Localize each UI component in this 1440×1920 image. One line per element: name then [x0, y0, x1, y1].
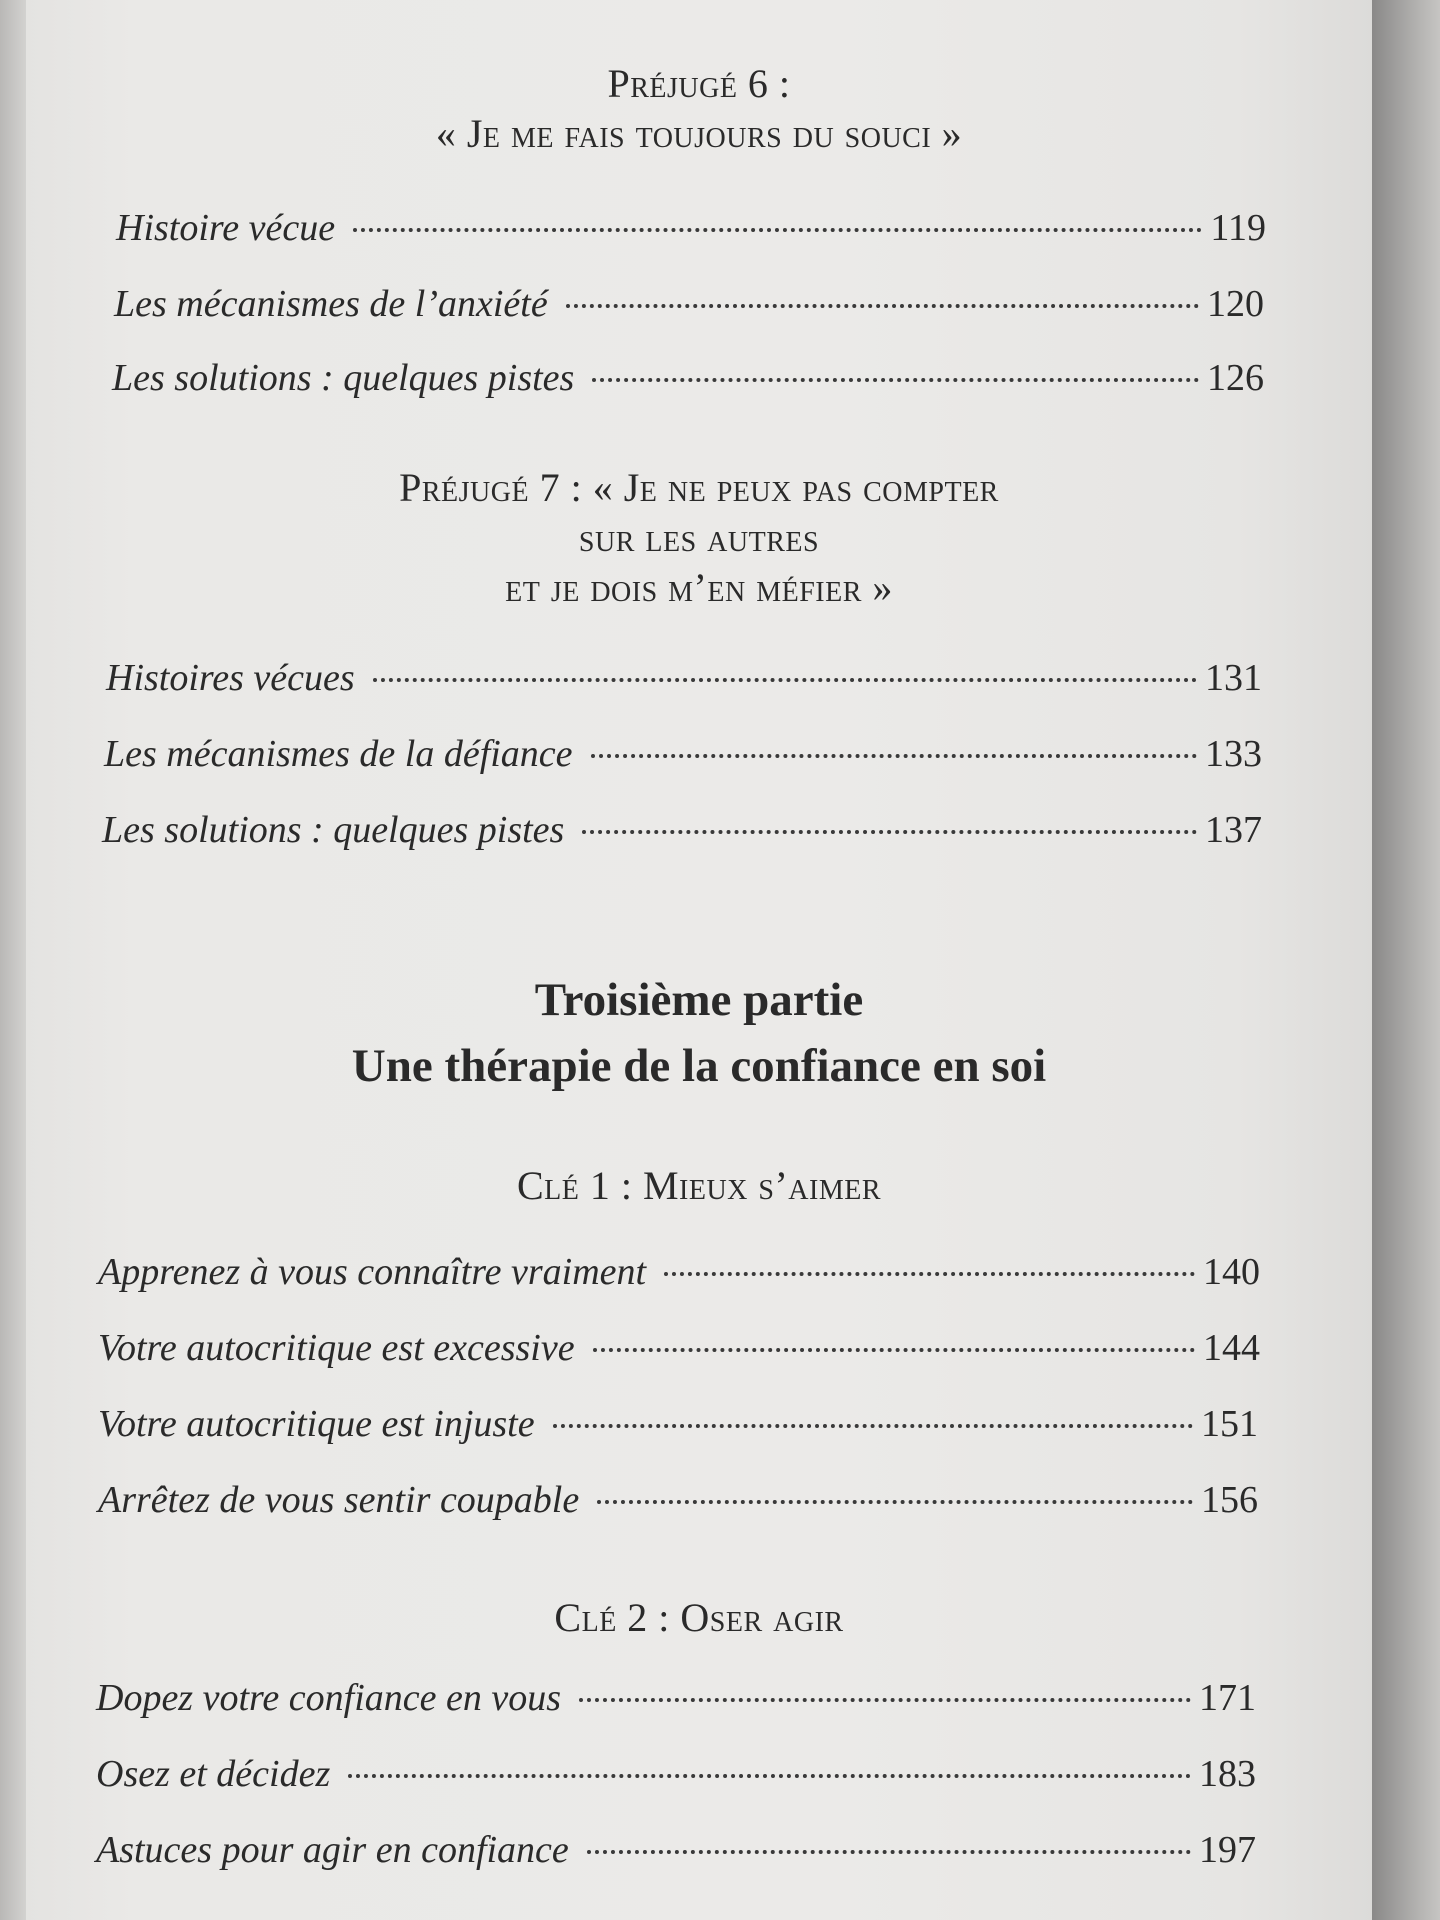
toc-entry-title: Les solutions : quelques pistes	[102, 809, 565, 851]
cle1-heading: Clé 1 : Mieux s’aimer	[516, 1163, 882, 1208]
dot-leader	[582, 830, 1197, 834]
dot-leader	[587, 1850, 1191, 1854]
toc-entry-title: Les mécanismes de l’anxiété	[114, 283, 548, 325]
toc-entry[interactable]	[114, 282, 1264, 332]
toc-entry[interactable]	[112, 356, 1264, 406]
page-left-edge	[0, 0, 26, 1920]
prejuge7-heading-line3: et je dois m’en méfier »	[505, 565, 893, 610]
toc-entry-page: 133	[1205, 733, 1262, 775]
dot-leader	[664, 1272, 1195, 1276]
toc-entry-page: 140	[1203, 1251, 1260, 1293]
toc-entry-page: 183	[1199, 1753, 1256, 1795]
toc-entry-title: Histoire vécue	[116, 207, 336, 249]
toc-entry[interactable]	[104, 732, 1262, 782]
toc-entry-title: Votre autocritique est excessive	[98, 1327, 575, 1369]
toc-entry-page: 137	[1205, 809, 1262, 851]
dot-leader	[579, 1698, 1191, 1702]
toc-entry-title: Dopez votre confiance en vous	[96, 1677, 561, 1719]
toc-entry-page: 126	[1207, 357, 1264, 399]
toc-entry[interactable]	[102, 808, 1262, 858]
toc-entry-title: Histoires vécues	[106, 657, 355, 699]
prejuge6-heading-line1: Préjugé 6 :	[607, 61, 791, 106]
prejuge7-heading-line1: Préjugé 7 : « Je ne peux pas compter	[399, 465, 999, 510]
book-spine	[1372, 0, 1440, 1920]
book-page	[26, 0, 1372, 1920]
toc-entry[interactable]	[98, 1478, 1258, 1528]
toc-entry-page: 131	[1205, 657, 1262, 699]
dot-leader	[566, 304, 1199, 308]
prejuge7-heading-line2: sur les autres	[578, 515, 820, 560]
toc-entry[interactable]	[96, 1752, 1256, 1802]
cle2-heading: Clé 2 : Oser agir	[554, 1595, 844, 1640]
dot-leader	[373, 678, 1197, 682]
toc-entry[interactable]	[96, 1676, 1256, 1726]
part-title-line1: Troisième partie	[534, 974, 864, 1026]
toc-entry-title: Arrêtez de vous sentir coupable	[98, 1479, 580, 1521]
toc-entry-title: Les mécanismes de la défiance	[104, 733, 573, 775]
dot-leader	[353, 228, 1202, 232]
toc-entry-title: Astuces pour agir en confiance	[96, 1829, 569, 1871]
toc-entry[interactable]	[98, 1250, 1260, 1300]
toc-entry-title: Votre autocritique est injuste	[98, 1403, 535, 1445]
prejuge6-heading-line2: « Je me fais toujours du souci »	[435, 111, 963, 156]
toc-entry-title: Apprenez à vous connaître vraiment	[98, 1251, 647, 1293]
part-title-line2: Une thérapie de la confiance en soi	[351, 1040, 1047, 1092]
toc-entry-title: Les solutions : quelques pistes	[112, 357, 575, 399]
toc-entry[interactable]	[98, 1402, 1258, 1452]
toc-entry-page: 119	[1210, 207, 1266, 249]
toc-entry[interactable]	[106, 656, 1262, 706]
toc-entry-page: 156	[1201, 1479, 1258, 1521]
dot-leader	[592, 378, 1199, 382]
dot-leader	[591, 754, 1197, 758]
toc-entry-page: 197	[1199, 1829, 1256, 1871]
toc-entry[interactable]	[98, 1326, 1260, 1376]
dot-leader	[597, 1500, 1193, 1504]
toc-entry-page: 120	[1207, 283, 1264, 325]
toc-entry[interactable]	[116, 206, 1266, 256]
toc-entry-page: 171	[1199, 1677, 1256, 1719]
toc-entry-page: 144	[1203, 1327, 1260, 1369]
toc-entry-page: 151	[1201, 1403, 1258, 1445]
dot-leader	[348, 1774, 1191, 1778]
toc-entry[interactable]	[96, 1828, 1256, 1878]
dot-leader	[593, 1348, 1195, 1352]
toc-entry-title: Osez et décidez	[96, 1753, 331, 1795]
dot-leader	[553, 1424, 1193, 1428]
